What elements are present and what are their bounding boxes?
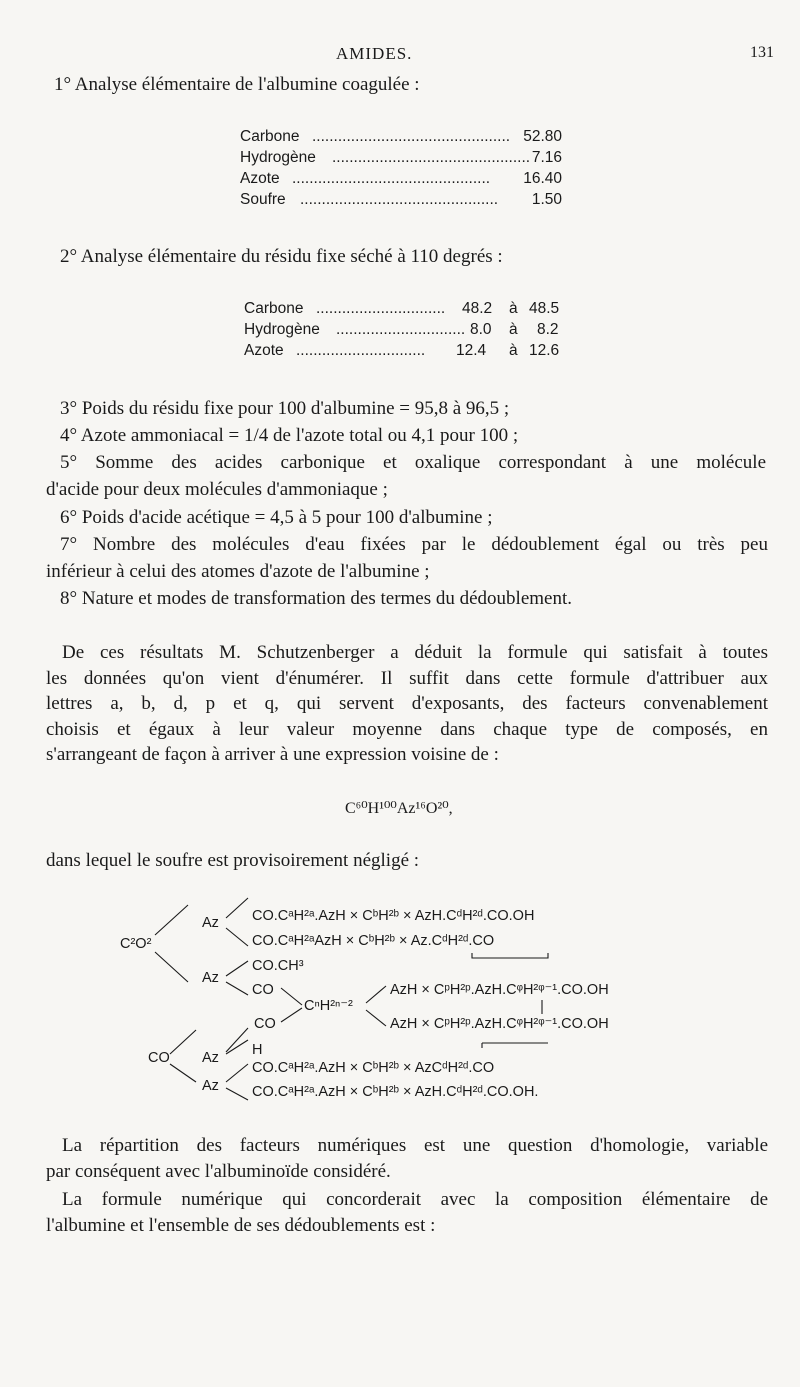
table-row: Soufre .............................................. 1.50: [240, 191, 562, 208]
item-5-cont: d'acide pour deux molécules d'ammoniaque ;: [46, 479, 388, 500]
item-5: 5° Somme des acides carbonique et oxalique correspondant à une molécule: [60, 452, 766, 473]
section2-heading: 2° Analyse élémentaire du résidu fixe séché à 110 degrés :: [60, 246, 503, 267]
az-label: Az: [202, 970, 219, 986]
structure-line-1: CO.CᵃH²ᵃ.AzH × CᵇH²ᵇ × AzH.CᵈH²ᵈ.CO.OH: [252, 908, 535, 924]
paragraph-line: La répartition des facteurs numériques est une question d'homologie, variable: [62, 1135, 768, 1156]
element-name: Carbone: [244, 300, 304, 317]
range-low: 48.2: [462, 300, 493, 317]
table-row: Azote .............................. 12.4 à 12.6: [244, 342, 560, 359]
range-sep: à: [509, 300, 518, 317]
item-8: 8° Nature et modes de transformation des termes du dédoublement.: [60, 588, 573, 609]
paragraph-line: s'arrangeant de façon à arriver à une expression voisine de :: [46, 744, 499, 765]
item-7-cont: inférieur à celui des atomes d'azote de l'albumine ;: [46, 561, 430, 582]
paragraph-line: choisis et égaux à leur valeur moyenne dans chaque type de composés, en: [46, 718, 768, 740]
range-high: 12.6: [529, 342, 560, 359]
table-row: Azote .............................................. 16.40: [240, 170, 562, 187]
section1-heading: 1° Analyse élémentaire de l'albumine coagulée :: [54, 74, 420, 95]
range-sep: à: [509, 342, 518, 359]
element-value: 52.80: [523, 128, 562, 145]
range-low: 12.4: [456, 342, 487, 359]
element-name: Hydrogène: [244, 321, 320, 338]
az-label: Az: [202, 915, 219, 931]
structure-line-2: CO.CᵃH²ᵃAzH × CᵇH²ᵇ × Az.CᵈH²ᵈ.CO: [252, 933, 495, 949]
az-label: Az: [202, 1050, 219, 1066]
paragraph-line: les données qu'on vient d'énumérer. Il suffit dans cette formule d'attribuer aux: [46, 667, 768, 689]
page-number: 131: [750, 44, 774, 61]
table-row: Hydrogène .............................................. 7.16: [240, 149, 562, 166]
element-name: Azote: [244, 342, 284, 359]
paragraph-line: lettres a, b, d, p et q, qui servent d'exposants, des facteurs convenablement: [46, 693, 768, 714]
range-sep: à: [509, 321, 518, 338]
element-value: 1.50: [531, 191, 562, 208]
paragraph-line: l'albumine et l'ensemble de ses dédoublements est :: [46, 1214, 436, 1236]
c2o2-label: C²O²: [120, 936, 152, 952]
item-7: 7° Nombre des molécules d'eau fixées par le dédoublement égal ou très peu: [60, 534, 768, 555]
range-low: 8.0: [470, 321, 492, 338]
h-label: H: [252, 1042, 263, 1058]
chapter-title: AMIDES.: [336, 44, 413, 63]
element-name: Carbone: [240, 128, 300, 145]
paragraph-line: De ces résultats M. Schutzenberger a déduit la formule qui satisfait à toutes: [62, 642, 768, 663]
cnh2n-label: CⁿH²ⁿ⁻²: [304, 998, 353, 1014]
range-high: 48.5: [529, 300, 560, 317]
structure-line-5: AzH × CᵖH²ᵖ.AzH.CᵠH²ᵠ⁻¹.CO.OH: [390, 982, 609, 998]
table-row: Carbone .............................................. 52.80: [240, 128, 562, 145]
paragraph-line: par conséquent avec l'albuminoïde considéré.: [46, 1160, 391, 1182]
element-name: Hydrogène: [240, 149, 316, 166]
formula-note: dans lequel le soufre est provisoirement négligé :: [46, 850, 420, 871]
paragraph-3: [46, 1187, 768, 1238]
element-value: 7.16: [531, 149, 562, 166]
paragraph-line: La formule numérique qui concorderait avec la composition élémentaire de: [62, 1189, 768, 1210]
item-4: 4° Azote ammoniacal = 1/4 de l'azote total ou 4,1 pour 100 ;: [60, 425, 519, 446]
structure-line-4: CO: [252, 982, 274, 998]
structure-line-7: AzH × CᵖH²ᵖ.AzH.CᵠH²ᵠ⁻¹.CO.OH: [390, 1016, 609, 1032]
table-row: Carbone .............................. 48.2 à 48.5: [244, 300, 560, 317]
element-value: 16.40: [523, 170, 562, 187]
item-3: 3° Poids du résidu fixe pour 100 d'albumine = 95,8 à 96,5 ;: [60, 398, 510, 419]
item-6: 6° Poids d'acide acétique = 4,5 à 5 pour 100 d'albumine ;: [60, 507, 493, 528]
paragraph-2: [46, 1133, 768, 1184]
empirical-formula: C⁶⁰H¹⁰⁰Az¹⁶O²⁰,: [345, 800, 453, 817]
structure-line-9: CO.CᵃH²ᵃ.AzH × CᵇH²ᵇ × AzH.CᵈH²ᵈ.CO.OH.: [252, 1084, 539, 1100]
element-name: Soufre: [240, 191, 286, 208]
structure-line-3: CO.CH³: [252, 958, 304, 974]
az-label: Az: [202, 1078, 219, 1094]
range-high: 8.2: [537, 321, 559, 338]
structure-line-8: CO.CᵃH²ᵃ.AzH × CᵇH²ᵇ × AzCᵈH²ᵈ.CO: [252, 1060, 495, 1076]
structure-line-6: CO: [254, 1016, 276, 1032]
co-label: CO: [148, 1050, 170, 1066]
element-name: Azote: [240, 170, 280, 187]
table-row: Hydrogène .............................. 8.0 à 8.2: [244, 321, 559, 338]
